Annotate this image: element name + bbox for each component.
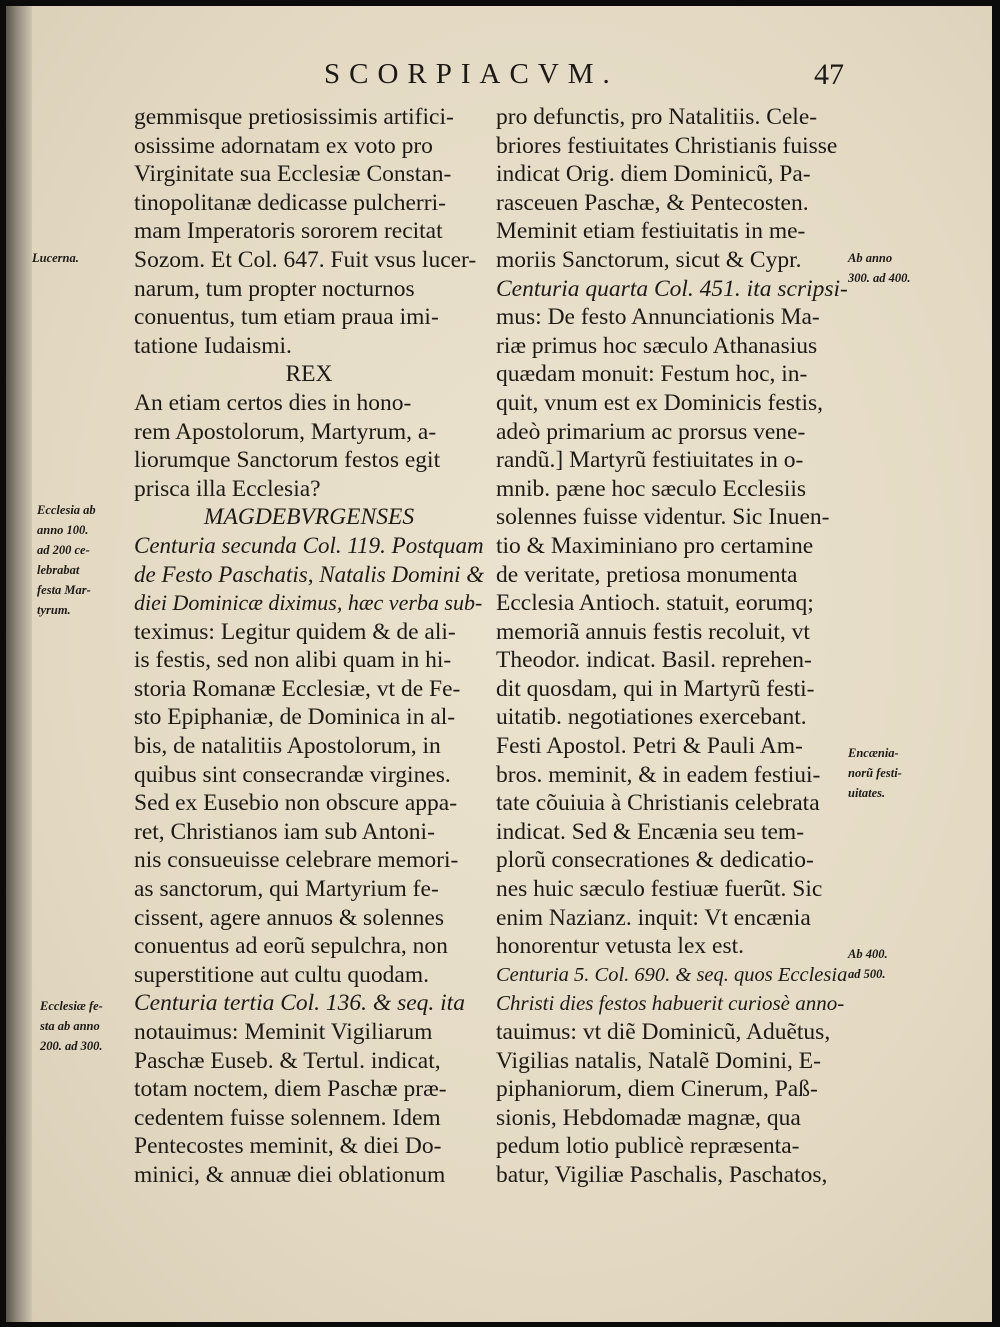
text-line: MAGDEBVRGENSES [203, 504, 415, 531]
margin-note-line: Encænia- [848, 746, 899, 760]
text-line: enim Nazianz. inquit: Vt encænia [496, 904, 811, 931]
text-line: tate cõuiuia à Christianis celebrata [496, 790, 820, 817]
page-number: 47 [814, 58, 844, 91]
margin-note-line: Ab anno [848, 251, 893, 265]
text-line: quædam monuit: Festum hoc, in- [496, 361, 808, 388]
margin-note-encaenia [848, 743, 902, 803]
margin-note-line: norũ festi- [848, 766, 902, 780]
text-line: Sed ex Eusebio non obscure appa- [134, 790, 458, 817]
text-line: batur, Vigiliæ Paschalis, Paschatos, [496, 1161, 828, 1188]
text-line: An etiam certos dies in hono- [134, 389, 412, 416]
text-line: Centuria 5. Col. 690. & seq. quos Ecclesia [496, 963, 848, 986]
text-line: mam Imperatoris sororem recitat [134, 218, 443, 245]
text-line: bros. meminit, & in eadem festiui- [496, 761, 821, 788]
running-head: SCORPIACVM. [324, 58, 619, 90]
text-line: REX [285, 361, 333, 388]
text-line: totam noctem, diem Paschæ præ- [134, 1076, 447, 1103]
text-line: de veritate, pretiosa monumenta [496, 561, 798, 588]
text-line: riæ primus hoc sæculo Athanasius [496, 332, 818, 359]
margin-note-line: uitates. [848, 786, 886, 800]
text-line: Centuria tertia Col. 136. & seq. ita [134, 990, 465, 1017]
text-line: rasceuen Paschæ, & Pentecosten. [496, 189, 809, 216]
margin-note-line: festa Mar- [37, 583, 91, 597]
text-line: uitatib. negotiationes exercebant. [496, 704, 807, 731]
text-line: Meminit etiam festiuitatis in me- [496, 218, 806, 245]
text-line: Centuria quarta Col. 451. ita scripsi- [496, 275, 848, 302]
text-line: prisca illa Ecclesia? [134, 475, 321, 502]
text-line: de Festo Paschatis, Natalis Domini & [134, 561, 484, 587]
text-line: is festis, sed non alibi quam in hi- [134, 647, 452, 674]
text-line: Sozom. Et Col. 647. Fuit vsus lucer- [134, 246, 477, 273]
text-line: indicat Orig. diem Dominicũ, Pa- [496, 161, 811, 188]
text-line: sionis, Hebdomadæ magnæ, qua [496, 1104, 801, 1131]
text-line: sto Epiphaniæ, de Dominica in al- [134, 704, 456, 731]
page-header [6, 58, 992, 98]
book-page [6, 6, 992, 1322]
text-line: conuentus, tum etiam praua imi- [134, 304, 439, 331]
text-line: tauimus: vt diẽ Dominicũ, Aduẽtus, [496, 1019, 831, 1045]
text-line: minici, & annuæ diei oblationum [134, 1161, 446, 1188]
left-text-column [134, 103, 484, 1190]
margin-note-line: sta ab anno [40, 1019, 100, 1033]
text-line: Ecclesia Antioch. statuit, eorumq; [496, 590, 814, 617]
text-line: quibus sint consecrandæ virgines. [134, 761, 451, 788]
text-line: quit, vnum est ex Dominicis festis, [496, 389, 824, 416]
margin-note-line: Ab 400. [848, 947, 888, 961]
text-line: Pentecostes meminit, & diei Do- [134, 1133, 442, 1160]
text-line: bis, de natalitiis Apostolorum, in [134, 733, 441, 760]
text-line: Centuria secunda Col. 119. Postquam [134, 532, 484, 558]
text-line: Christi dies festos habuerit curiosè anno- [496, 991, 845, 1016]
text-line: plorũ consecrationes & dedicatio- [496, 847, 814, 874]
text-line: narum, tum propter nocturnos [134, 275, 415, 302]
margin-note-line: Lucerna. [32, 251, 79, 265]
text-line: as sanctorum, qui Martyrium fe- [134, 876, 439, 903]
margin-note-line: ad 200 ce- [37, 543, 90, 557]
margin-note-ecclesia-100-200 [37, 500, 96, 620]
text-line: superstitione aut cultu quodam. [134, 961, 430, 988]
text-line: honorentur vetusta lex est. [496, 933, 744, 960]
text-line: teximus: Legitur quidem & de ali- [134, 618, 456, 645]
margin-note-lucerna [32, 248, 79, 268]
text-line: mus: De festo Annunciationis Ma- [496, 304, 820, 331]
text-line: liorumque Sanctorum festos egit [134, 447, 441, 474]
margin-note-line: 200. ad 300. [40, 1039, 103, 1053]
text-line: cedentem fuisse solennem. Idem [134, 1104, 441, 1131]
page-spine-shadow [6, 6, 32, 1322]
text-line: Vigilias natalis, Natalẽ Domini, E- [496, 1047, 821, 1074]
text-line: piphaniorum, diem Cinerum, Paß- [496, 1076, 818, 1103]
text-line: tatione Iudaismi. [134, 332, 292, 359]
text-line: notauimus: Meminit Vigiliarum [134, 1019, 433, 1045]
text-line: nis consueuisse celebrare memori- [134, 847, 459, 874]
text-line: osissime adornatam ex voto pro [134, 132, 433, 159]
text-line: solennes fuisse videntur. Sic Inuen- [496, 504, 830, 531]
text-line: briores festiuitates Christianis fuisse [496, 132, 838, 159]
text-line: storia Romanæ Ecclesiæ, vt de Fe- [134, 675, 461, 702]
right-text-column [496, 103, 848, 1190]
text-line: Festi Apostol. Petri & Pauli Am- [496, 733, 803, 760]
text-line: tinopolitanæ dedicasse pulcherri- [134, 189, 446, 216]
text-line: nes huic sæculo festiuæ fuerũt. Sic [496, 876, 823, 903]
text-line: dit quosdam, qui in Martyrũ festi- [496, 675, 815, 702]
text-line: gemmisque pretiosissimis artifici- [134, 104, 454, 130]
text-line: tio & Maximiniano pro certamine [496, 532, 814, 559]
text-line: mnib. pæne hoc sæculo Ecclesiis [496, 475, 807, 502]
margin-note-line: lebrabat [37, 563, 80, 577]
margin-note-ecclesia-200-300 [40, 996, 103, 1056]
text-line: pedum lotio publicè repræsenta- [496, 1133, 800, 1160]
text-line: memoriã annuis festis recoluit, vt [496, 618, 810, 645]
margin-note-line: Ecclesiæ fe- [40, 999, 103, 1013]
text-line: randũ.] Martyrũ festiuitates in o- [496, 447, 804, 474]
margin-note-line: ad 500. [848, 967, 886, 981]
text-line: pro defunctis, pro Natalitiis. Cele- [496, 104, 818, 130]
text-line: conuentus ad eorũ sepulchra, non [134, 933, 448, 960]
margin-note-line: Ecclesia ab [37, 503, 96, 517]
margin-note-ab-400-500 [848, 944, 888, 984]
text-line: Virginitate sua Ecclesiæ Constan- [134, 161, 452, 188]
margin-note-ab-300-400 [848, 248, 911, 288]
text-line: diei Dominicæ diximus, hæc verba sub- [134, 590, 483, 616]
text-line: rem Apostolorum, Martyrum, a- [134, 418, 437, 445]
margin-note-line: 300. ad 400. [848, 271, 911, 285]
text-line: adeò primarium ac prorsus vene- [496, 418, 806, 445]
text-line: indicat. Sed & Encænia seu tem- [496, 818, 805, 845]
text-line: Paschæ Euseb. & Tertul. indicat, [134, 1047, 441, 1074]
margin-note-line: tyrum. [37, 603, 71, 617]
text-line: ret, Christianos iam sub Antoni- [134, 818, 435, 845]
margin-note-line: anno 100. [37, 523, 89, 537]
text-line: Theodor. indicat. Basil. reprehen- [496, 647, 812, 674]
text-line: moriis Sanctorum, sicut & Cypr. [496, 246, 802, 273]
text-line: cissent, agere annuos & solennes [134, 904, 444, 931]
